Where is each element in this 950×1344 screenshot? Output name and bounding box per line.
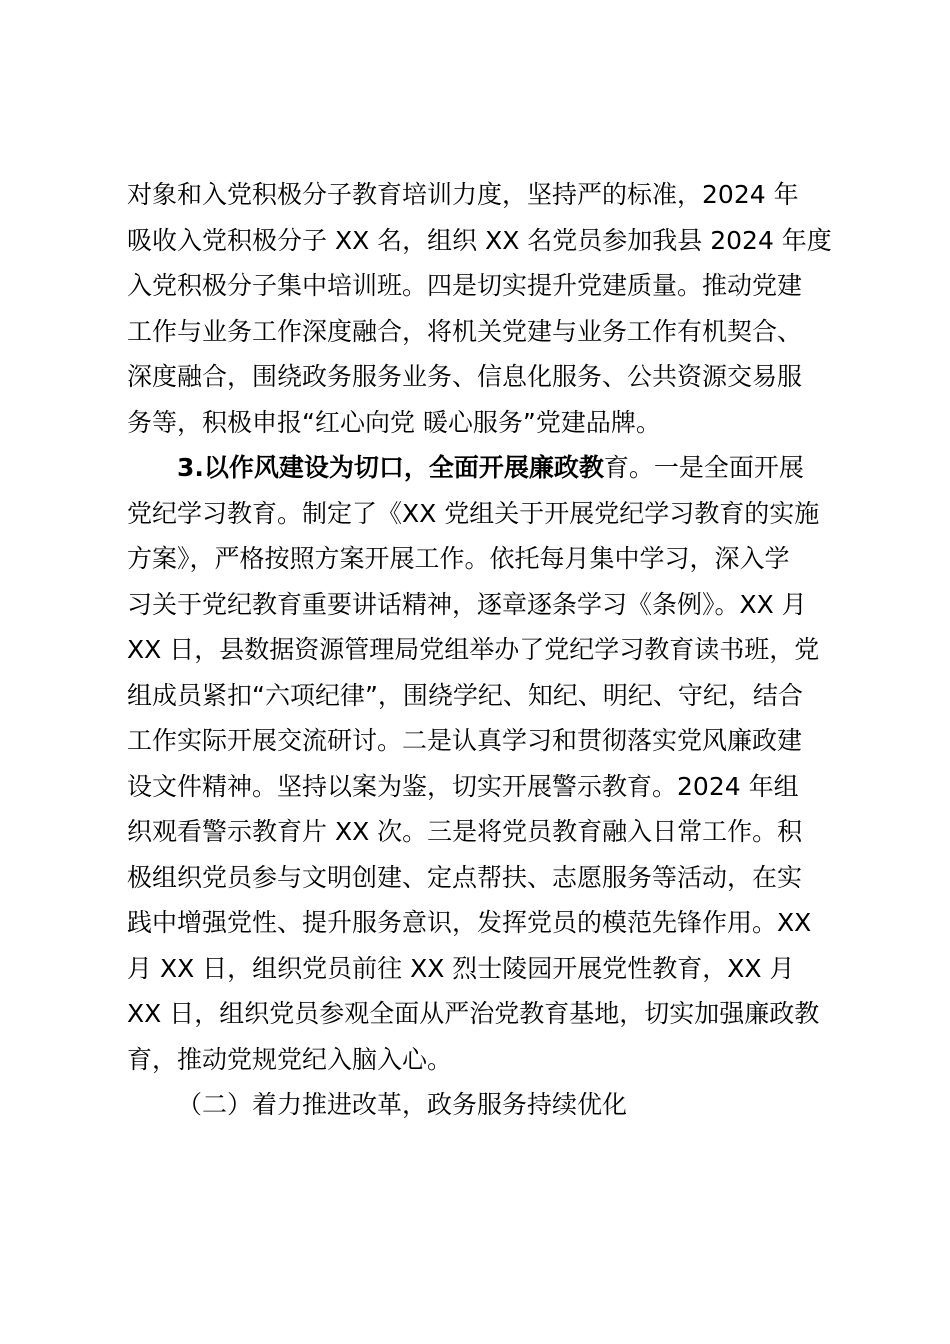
text-line: 工作与业务工作深度融合，将机关党建与业务工作有机契合、 (127, 316, 803, 346)
text-line: 极组织党员参与文明创建、定点帮扶、志愿服务等活动，在实 (127, 862, 803, 892)
text-line: 设文件精神。坚持以案为鉴，切实开展警示教育。2024 年组 (127, 771, 799, 801)
text-line: 深度融合，围绕政务服务业务、信息化服务、公共资源交易服 (127, 362, 803, 391)
paragraph-party-building (127, 172, 847, 445)
text-line: 习关于党纪教育重要讲话精神，逐章逐条学习《条例》。XX 月 (127, 589, 807, 619)
text-line: XX 日，组织党员参观全面从严治党教育基地，切实加强廉政教 (127, 999, 820, 1028)
text-line: 月 XX 日，组织党员前往 XX 烈士陵园开展党性教育，XX 月 (127, 953, 795, 983)
text-line: 入党积极分子集中培训班。四是切实提升党建质量。推动党建 (127, 271, 803, 300)
text-line: 吸收入党积极分子 XX 名，组织 XX 名党员参加我县 2024 年度 (127, 225, 832, 255)
text-line: 务等，积极申报“红心向党 暖心服务”党建品牌。 (127, 407, 661, 437)
text-line: 工作实际开展交流研讨。二是认真学习和贯彻落实党风廉政建 (127, 726, 803, 755)
text-line: 织观看警示教育片 XX 次。三是将党员教育融入日常工作。积 (127, 817, 803, 846)
section-heading: （二）着力推进改革，政务服务持续优化 (177, 1090, 628, 1119)
subsection-heading: 3.以作风建设为切口，全面开展廉政教 (177, 453, 604, 482)
text-line: 组成员紧扣“六项纪律”，围绕学纪、知纪、明纪、守纪，结合 (127, 680, 803, 710)
text-line: 党纪学习教育。制定了《XX 党组关于开展党纪学习教育的实施 (127, 498, 820, 528)
text-line: 育，推动党规党纪入脑入心。 (127, 1044, 453, 1074)
document-body (127, 172, 847, 1128)
text-line: 践中增强党性、提升服务意识，发挥党员的模范先锋作用。XX (127, 908, 812, 937)
text-line (127, 445, 847, 491)
text-line: 方案》，严格按照方案开展工作。依托每月集中学习，深入学 (127, 544, 790, 573)
paragraph-integrity-education (127, 445, 847, 1082)
text-line: 对象和入党积极分子教育培训力度，坚持严的标准，2024 年 (127, 180, 799, 209)
text-run: 育。一是全面开展 (603, 453, 804, 482)
text-line: XX 日，县数据资源管理局党组举办了党纪学习教育读书班，党 (127, 635, 820, 664)
